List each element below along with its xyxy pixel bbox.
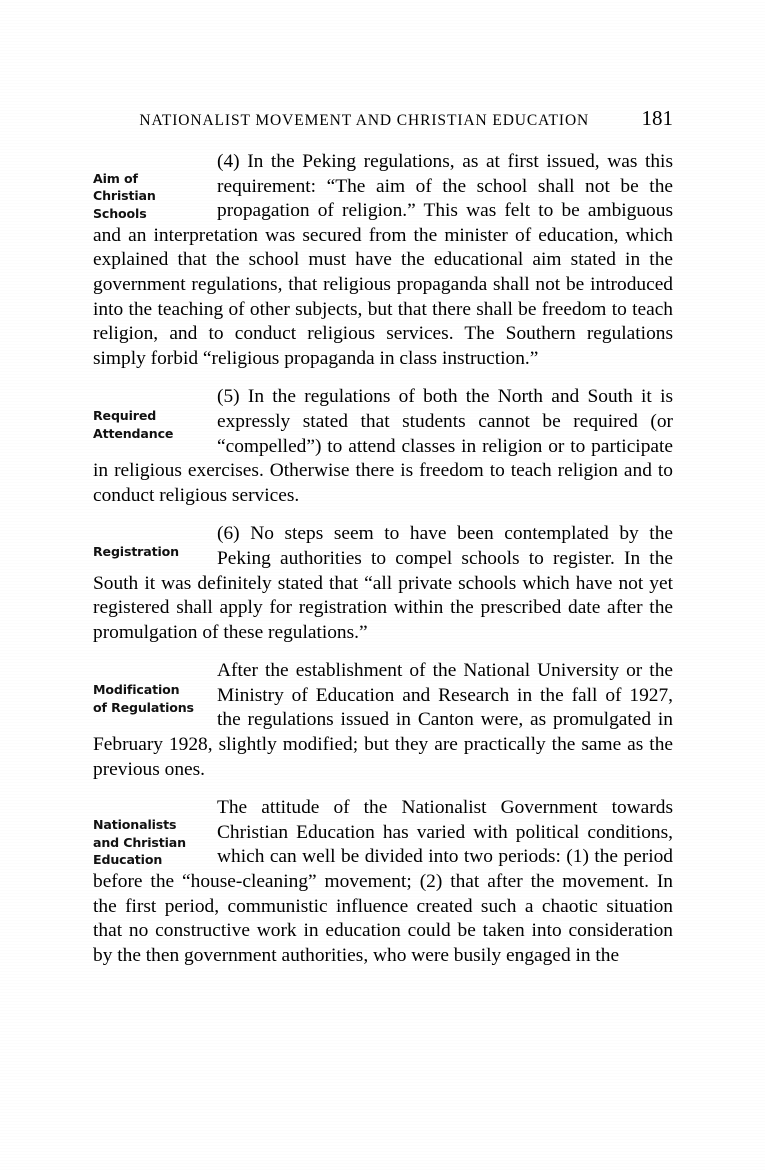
marginal-note-registration bbox=[93, 543, 215, 560]
marginal-note-modification-of-regulations bbox=[93, 681, 215, 716]
marginal-note-line: Registration bbox=[93, 544, 179, 560]
marginal-note-line: Required bbox=[93, 408, 157, 424]
marginal-note-line: Modification bbox=[93, 682, 180, 698]
marginal-note-line: Christian bbox=[93, 188, 156, 204]
marginal-note-aim-of-christian-schools bbox=[93, 170, 215, 222]
paragraph-modification-of-regulations bbox=[93, 659, 673, 782]
marginal-note-required-attendance bbox=[93, 407, 215, 442]
paragraph-aim-of-christian-schools bbox=[93, 150, 673, 371]
marginal-note-line: Aim of bbox=[93, 171, 138, 186]
marginal-note-line: Nationalists bbox=[93, 817, 177, 833]
running-head bbox=[93, 106, 673, 132]
paragraph-text: (5) In the regulations of both the North and South it is expressly stated that students cannot be required (or “compelled”) to attend classes in religion or to participate in religious exercises. Otherwise there is freedom to teach religion and to conduct religious services. bbox=[93, 386, 673, 506]
marginal-note-line: and Christian bbox=[93, 834, 186, 850]
page-number: 181 bbox=[641, 106, 673, 130]
marginal-note-line: Education bbox=[93, 852, 163, 868]
paragraph-text: (6) No steps seem to have been contemplated by the Peking authorities to compel schools to register. In the South it was definitely stated that “all private schools which have not yet registered shall apply for registration within the prescribed date after the promulgation of these regulations.” bbox=[93, 523, 673, 643]
marginal-note-line: Attendance bbox=[93, 425, 174, 441]
paragraph-nationalists-and-christian-education bbox=[93, 796, 673, 968]
paragraph-text: (4) In the Peking regulations, as at first issued, was this requirement: “The aim of the school shall not be the propagation of religion.” This was felt to be ambiguous and an interpretation was secured from the minister of education, which explained that the school must have the educational aim stated in the government regulations, that religious propaganda shall not be introduced into the teaching of other subjects, but that there shall be freedom to teach religion, and to conduct religious services. The Southern regulations simply forbid “religious propaganda in class instruction.” bbox=[93, 151, 673, 369]
paragraph-required-attendance bbox=[93, 385, 673, 508]
paragraph-text: After the establishment of the National University or the Ministry of Education and Research in the fall of 1927, the regulations issued in Canton were, as promulgated in February 1928, slightly modified; but they are practically the same as the previous ones. bbox=[93, 660, 673, 780]
marginal-note-line: of Regulations bbox=[93, 699, 194, 715]
running-head-title: NATIONALIST MOVEMENT AND CHRISTIAN EDUCATION bbox=[139, 112, 590, 129]
paragraph-text: The attitude of the Nationalist Government towards Christian Education has varied with political conditions, which can well be divided into two periods: (1) the period before the “house-cleaning” movement; (2) that after the movement. In the first period, communistic influence created such a chaotic situation that no constructive work in education could be taken into consideration by the then government authorities, who were busily engaged in the bbox=[93, 797, 673, 966]
text-column bbox=[93, 150, 673, 968]
paragraph-registration bbox=[93, 522, 673, 645]
marginal-note-nationalists-and-christian-education bbox=[93, 816, 215, 868]
marginal-note-line: Schools bbox=[93, 205, 147, 221]
